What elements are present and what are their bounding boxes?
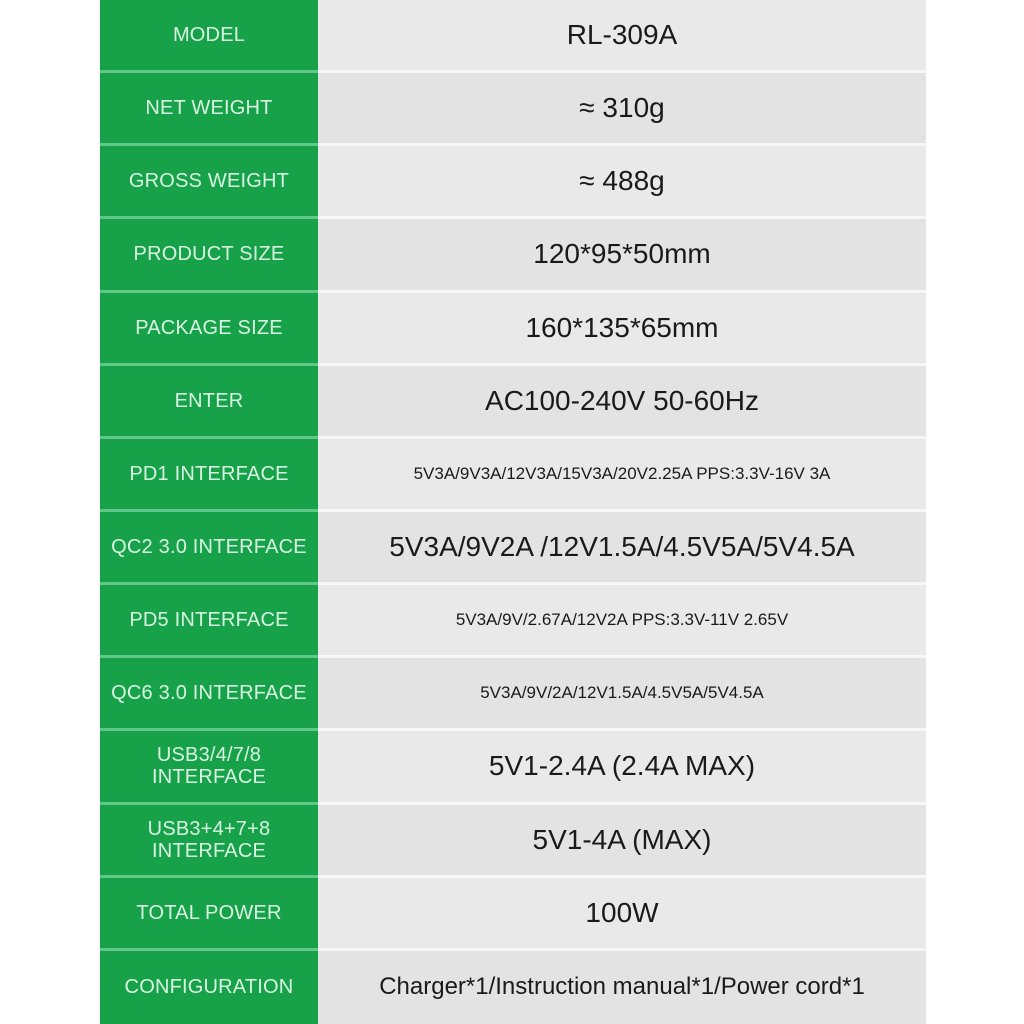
spec-label-cell (100, 73, 318, 146)
spec-row-usb-combined-interface (100, 805, 926, 878)
spec-value: 5V1-2.4A (2.4A MAX) (488, 750, 756, 782)
spec-value-cell (318, 439, 926, 512)
spec-label: QC6 3.0 INTERFACE (111, 682, 307, 705)
spec-label: QC2 3.0 INTERFACE (111, 536, 307, 559)
spec-value-cell (318, 293, 926, 366)
spec-value: 5V1-4A (MAX) (532, 823, 712, 855)
spec-value-cell (318, 73, 926, 146)
spec-label-cell (100, 878, 318, 951)
spec-value: 100W (585, 896, 659, 928)
spec-row-qc6-interface (100, 658, 926, 731)
spec-label-cell (100, 805, 318, 878)
spec-label: MODEL (172, 24, 246, 47)
spec-label-cell (100, 951, 318, 1024)
spec-row-gross-weight (100, 146, 926, 219)
spec-row-pd1-interface (100, 439, 926, 512)
spec-label-cell (100, 658, 318, 731)
spec-label: TOTAL POWER (136, 901, 282, 924)
spec-value-cell (318, 585, 926, 658)
spec-label: CONFIGURATION (124, 976, 294, 999)
spec-row-qc2-interface (100, 512, 926, 585)
spec-value-cell (318, 731, 926, 804)
spec-row-product-size (100, 219, 926, 292)
spec-value-cell (318, 0, 926, 73)
spec-value-cell (318, 512, 926, 585)
spec-value: ≈ 488g (579, 165, 665, 197)
spec-value-cell (318, 658, 926, 731)
spec-row-package-size (100, 293, 926, 366)
spec-label: PD5 INTERFACE (129, 609, 289, 632)
spec-label: ENTER (174, 389, 244, 412)
spec-label-cell (100, 293, 318, 366)
spec-label: PD1 INTERFACE (129, 462, 289, 485)
spec-row-usb-interface (100, 731, 926, 804)
spec-value: 5V3A/9V2A /12V1.5A/4.5V5A/5V4.5A (389, 531, 855, 563)
spec-row-configuration (100, 951, 926, 1024)
spec-value-cell (318, 805, 926, 878)
spec-label-cell (100, 731, 318, 804)
spec-label: GROSS WEIGHT (128, 170, 290, 193)
spec-label: USB3+4+7+8 INTERFACE (147, 817, 271, 862)
spec-table (100, 0, 926, 1024)
spec-label: PACKAGE SIZE (135, 316, 283, 339)
spec-value: AC100-240V 50-60Hz (485, 384, 759, 416)
spec-value: ≈ 310g (579, 92, 665, 124)
spec-row-pd5-interface (100, 585, 926, 658)
spec-value: RL-309A (566, 19, 678, 51)
spec-row-total-power (100, 878, 926, 951)
spec-value-cell (318, 366, 926, 439)
spec-value-cell (318, 146, 926, 219)
spec-value-cell (318, 951, 926, 1024)
spec-value-cell (318, 219, 926, 292)
spec-label: NET WEIGHT (145, 97, 273, 120)
spec-value-cell (318, 878, 926, 951)
spec-value: 5V3A/9V/2.67A/12V2A PPS:3.3V-11V 2.65V (455, 610, 789, 630)
spec-label: USB3/4/7/8 INTERFACE (151, 744, 267, 789)
spec-value: 5V3A/9V3A/12V3A/15V3A/20V2.25A PPS:3.3V-16V 3A (413, 463, 831, 483)
spec-label-cell (100, 366, 318, 439)
spec-label-cell (100, 585, 318, 658)
spec-value: 160*135*65mm (525, 311, 719, 343)
spec-label-cell (100, 439, 318, 512)
spec-label: PRODUCT SIZE (133, 243, 285, 266)
spec-value: Charger*1/Instruction manual*1/Power cord*1 (379, 973, 865, 1001)
spec-value: 5V3A/9V/2A/12V1.5A/4.5V5A/5V4.5A (480, 683, 764, 703)
spec-row-net-weight (100, 73, 926, 146)
spec-label-cell (100, 0, 318, 73)
spec-label-cell (100, 512, 318, 585)
spec-label-cell (100, 146, 318, 219)
spec-label-cell (100, 219, 318, 292)
spec-value: 120*95*50mm (533, 238, 711, 270)
spec-row-model (100, 0, 926, 73)
spec-row-enter (100, 366, 926, 439)
